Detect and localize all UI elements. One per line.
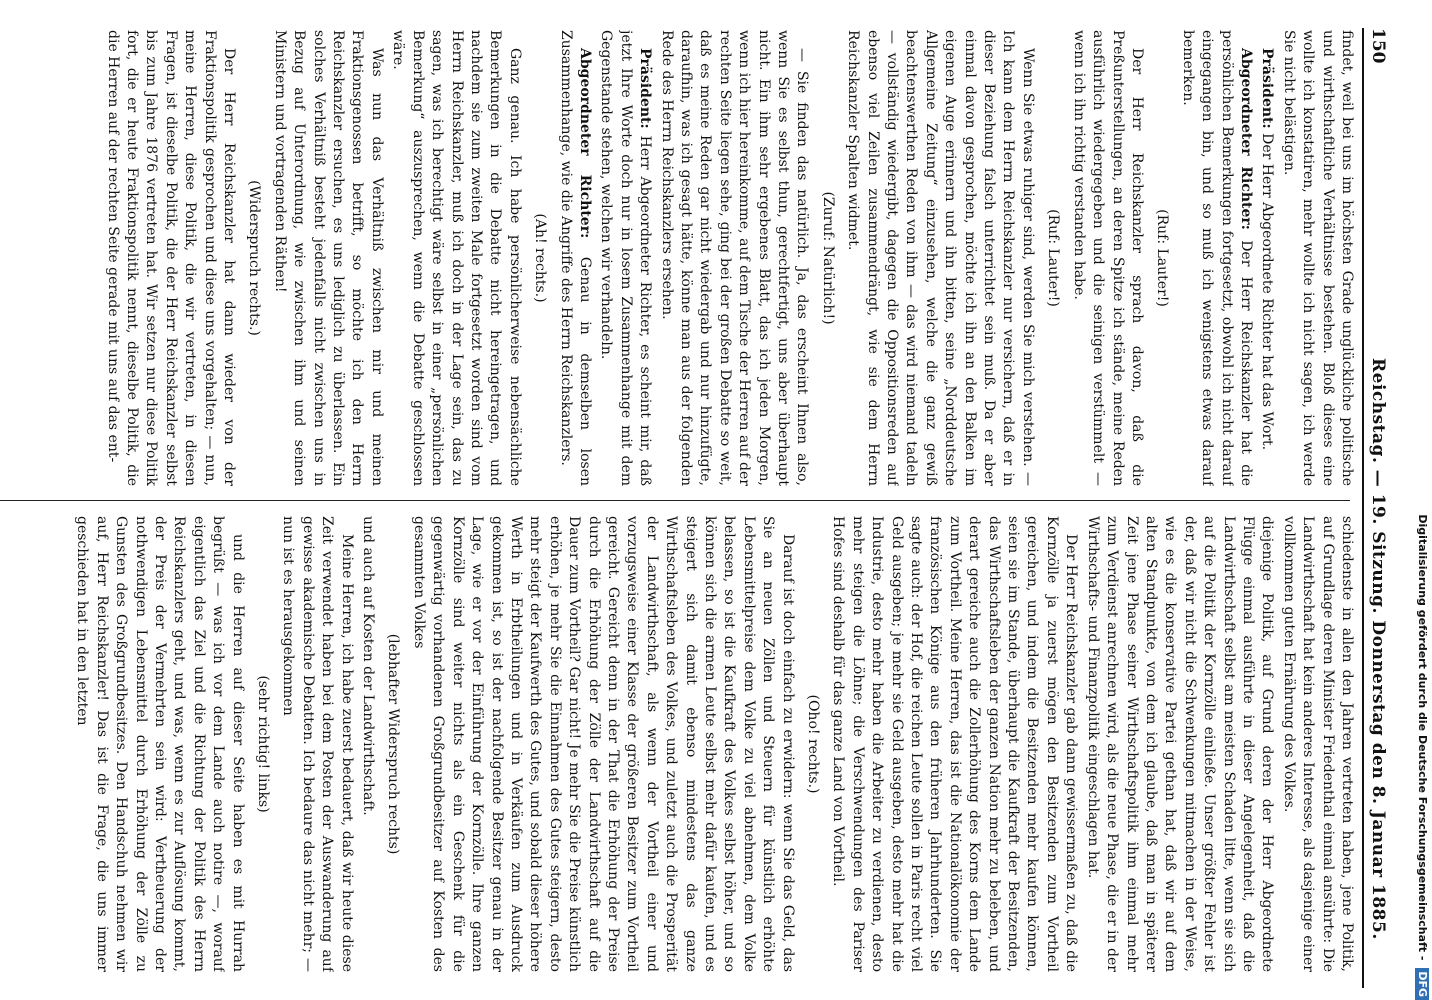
- paragraph-text: und die Herren auf dieser Seite haben es mit Hurrah begrüßt — was ich vor dem Lande auch notire —, worauf eigentlich das Ziel und die Richtung der Politik des Herrn Reichskanzlers geht, und was, wenn es zur Auflösung kommt, der Preis der Vermehrten sein wird: Vertheuerung der nothwendigen Lebensmittel durch Erhöhung der Zölle zu Gunsten des Großgrundbesitzes. Den Handschuh nehmen wir auf, Herr Reichskanzler! Das ist die Frage, die uns immer geschieden hat in den letzten: [74, 516, 246, 972]
- paragraph: [409, 516, 797, 972]
- session-title: Reichstag. — 19. Sitzung. Donnerstag den 8. Januar 1885.: [1368, 358, 1388, 940]
- paragraph-text: (Ruf: Lauter!): [1154, 209, 1171, 307]
- paragraph-text: Der Herr Abgeordnete Richter hat das Wort.: [1259, 133, 1276, 451]
- paragraph: [555, 30, 594, 486]
- paragraph-text: und auch auf Kosten der Landwirthschaft.: [360, 516, 377, 816]
- footer-strip: [1412, 0, 1432, 1000]
- speaker-name: Präsident:: [637, 48, 654, 129]
- interjection: [1043, 30, 1062, 486]
- paragraph-text: Der Herr Reichskanzler sprach davon, daß die Preßunterstellungen, an deren Spitze ich stände, meine Reden ausführlich wiedergegeben und die seinigen verstümmelt — wenn ich ihn richtig verstanden habe.: [1070, 30, 1145, 486]
- interjection: [383, 516, 402, 972]
- speaker-name: Präsident:: [1259, 48, 1276, 129]
- paragraph-text: (sehr richtig! links): [255, 675, 272, 813]
- page-header: [1362, 28, 1392, 988]
- paragraph: [72, 516, 247, 972]
- paragraph-text: Darauf ist doch einfach zu erwidern: wenn Sie das Geld, das Sie an neuen Zöllen und Steuern für künstlich erhöhte Lebensmittelpreise dem Volke zu viel abnehmen, dem Volke belassen, so ist die Kaufkraft des Volkes selbst höher, und so können sich die armen Leute selbst mehr dafür kaufen, und es steigert sich damit ebenso mindestens das ganze Wirthschaftsleben des Volkes, und zuletzt auch die Prosperität der Landwirthschaft, als wenn der Vortheil einer und vorzugsweise einer Klasse der größeren Besitzer zum Vortheil gereicht. Gereicht denn in der That die Erhöhung der Preise durch die Erhöhung der Zölle der Landwirthschaft auf die Dauer zum Vortheil? Gar nicht! Je mehr Sie die Preise künstlich erhöhen, je mehr Sie die Einnahmen des Gutes steigern, desto mehr steigt der Kaufwerth des Gutes, und sobald dieser höhere Werth in Erbtheilungen und in Verkäufen zum Ausdruck gekommen ist, so ist der nachfolgende Besitzer genau in der Lage, wie er vor der Einführung der Kornzölle. Ihre ganzen Kornzölle sind weiter nichts als ein Geschenk für die gegenwärtig vorhandenen Großgrundbesitzer auf Kosten des gesammten Volkes: [410, 516, 796, 972]
- paragraph: [102, 30, 238, 486]
- paragraph: [828, 516, 1080, 972]
- interjection: [1152, 30, 1171, 486]
- interjection: [253, 516, 272, 972]
- paragraph-text: (Ah! rechts.): [532, 213, 549, 303]
- paragraph-text: Der Herr Reichskanzler hat die persönlichen Bemerkungen fortgesetzt, obwohl ich nicht darauf eingegangen bin, und so muß ich wenigstens etwas darauf bemerken.: [1179, 30, 1254, 486]
- paragraph-text: (Zuruf: Natürlich!): [819, 191, 836, 325]
- paragraph-text: — Sie finden das natürlich. Ja, das erscheint Ihnen also, wenn Sie es selbst thun, gerechtfertigt, uns aber überhaupt nicht. Ein ihm sehr ergebenes Blatt, das ich jeden Morgen, wenn ich hier hereinkomme, auf dem Tische der Herren auf der rechten Seite liegen sehe, ging bei der großen Debatte so weit, daß es meine Reden gar nicht wiedergab und nur hinzufügte, daraufhin, was ich gesagt hätte, könne man aus der folgenden Rede des Herrn Reichskanzlers ersehen.: [658, 30, 811, 486]
- column-divider: [0, 500, 1350, 501]
- credit-text: Digitalisierung gefördert durch die Deutsche Forschungsgemeinschaft -: [1416, 514, 1429, 961]
- paragraph: [596, 30, 654, 486]
- paragraph-text: Meine Herren, ich habe zuerst bedauert, daß wir heute diese Zeit verwendet haben bei dem Posten der Auswanderung auf gewisse akademische Debatten. Ich bedaure das nicht mehr; — nun ist es herausgekommen: [280, 516, 355, 972]
- speaker-name: Abgeordneter Richter:: [576, 48, 593, 239]
- paragraph-text: findet, weil bei uns im höchsten Grade unglückliche politische und wirthschaftliche Verhältnisse bestehen. Bloß dieses eine wollte ich konstatiren, mehr wollte ich nicht sagen, ich werde Sie nicht belästigen.: [1280, 30, 1355, 486]
- speaker-name: Abgeordneter Richter:: [1237, 48, 1254, 230]
- paragraph-text: (Ruf: Lauter!): [1045, 209, 1062, 307]
- paragraph: [1082, 516, 1276, 972]
- paragraph: [656, 30, 811, 486]
- dfg-logo: DFG: [1415, 968, 1429, 1000]
- paragraph: [1278, 30, 1356, 486]
- paragraph: [1177, 30, 1255, 486]
- footer-credit: [1412, 0, 1432, 1000]
- paragraph-text: (Oho! rechts.): [805, 694, 822, 794]
- paragraph: [278, 516, 356, 972]
- paragraph: [1257, 30, 1276, 486]
- interjection: [530, 30, 549, 486]
- paragraph-text: Ganz genau. Ich habe persönlicherweise nebensächliche Bemerkungen in die Debatte nicht hereingetragen, und nachdem sie zum zweiten Male fortgesetzt worden sind vom Herrn Reichskanzler, muß ich doch in der Lage sein, das zu sagen, was ich berechtigt wäre selbst in einer „persönlichen Bemerkung“ auszusprechen, wenn die Debatte geschlossen wäre.: [390, 30, 523, 486]
- paragraph-text: diejenige Politik, auf Grund deren der Herr Abgeordnete Flügge einmal ausführte in dieser Angelegenheit, daß die Landwirthschaft selbst am meisten Schaden litte, wenn sie sich auf die Politik der Kornzölle einließe. Unser größter Fehler ist der, daß wir nicht die Schwenkungen mitmachen in der Weise, wie es die konservative Partei gethan hat, daß wir auf dem alten Standpunkte, von dem ich glaube, daß man in späterer Zeit jene Phase seiner Wirthschaftspolitik ihm einmal mehr zum Verdienst anrechnen wird, als die neue Phase, die er in der Wirthschafts- und Finanzpolitik eingeschlagen hat.: [1084, 516, 1276, 972]
- interjection: [244, 30, 263, 486]
- paragraph-text: Herr Abgeordneter Richter, es scheint mir, daß jetzt Ihre Worte doch nur in losem Zusammenhange mit dem Gegenstande stehen, welchen wir verhandeln.: [598, 30, 654, 486]
- right-column: [56, 516, 1356, 972]
- left-column: [56, 30, 1356, 486]
- paragraph-text: schiedenste in allen den Jahren vertreten haben, jene Politik, auf Grundlage deren Minister Friedenthal einmal ansührte: Die Landwirthschaft hat kein anderes Interesse, als dasjenige einer vollkommen guten Ernährung des Volkes.: [1280, 516, 1355, 972]
- page-number: 150: [1368, 28, 1388, 64]
- paragraph: [358, 516, 377, 972]
- paragraph-text: Genau in demselben losen Zusammenhange, wie die Angriffe des Herrn Reichskanzlers.: [557, 30, 593, 486]
- interjection: [817, 30, 836, 486]
- paragraph-text: (Widerspruch rechts.): [246, 180, 263, 336]
- paragraph-text: Der Herr Reichskanzler gab dann gewissermaßen zu, daß die Kornzölle ja zuerst mögen den Besitzenden zum Vortheil gereichen, und indem die Besitzenden mehr kaufen können, seien sie im Stande, überhaupt die Kaufkraft der Besitzenden, das Wirthschaftsleben der ganzen Nation mehr zu beleben, und derart gereiche auch die Zollerhöhung des Korns dem Lande zum Vortheil. Meine Herren, das ist die Nationalökonomie der französischen Könige aus den früheren Jahrhunderten. Sie sagte auch: der Hof, die reichen Leute sollen in Paris recht viel Geld ausgeben; je mehr sie Geld ausgeben, desto mehr hat die Industrie, desto mehr haben die Arbeiter zu verdienen, desto mehr steigen die Löhne; die Verschwendungen des Pariser Hofes sind deshalb für das ganze Land von Vortheil.: [830, 516, 1080, 972]
- paragraph: [843, 30, 1037, 486]
- paragraph-text: Wenn Sie etwas ruhiger sind, werden Sie mich verstehen. — Ich kann dem Herrn Reichskanzler nur versichern, daß er in dieser Beziehung falsch unterrichtet sein muß. Da er aber einmal davon gesprochen, möchte ich ihn an den Balken im eigenen Auge erinnern und ihn bitten, seine „Norddeutsche Allgemeine Zeitung“ einzusehen, welche die ganz gewiß beachtenswerthen Reden von ihm — das wird niemand tadeln — vollständig wiedergibt, dagegen die Oppositionsreden auf ebenso viel Zeilen zusammendrängt, wie sie dem Herrn Reichskanzler Spalten widmet.: [845, 30, 1036, 486]
- paragraph: [1068, 30, 1146, 486]
- paragraph-text: Der Herr Reichskanzler hat dann wieder von der Fraktionspolitik gesprochen und diese uns vorgehalten; — nun, meine Herren, diese Politik, die wir vertreten, in diesen Fragen, ist dieselbe Politik, die der Herr Reichskanzler selbst bis zum Jahre 1876 vertreten hat. Wir setzen nur diese Politik fort, die er heute Fraktionspolitik nennt, dieselbe Politik, die die Herren auf der rechten Seite gerade mit uns auf das ent-: [104, 30, 238, 486]
- paragraph-text: (lebhafter Widerspruch rechts): [385, 633, 402, 855]
- paragraph-text: Was nun das Verhältniß zwischen mir und meinen Fraktionsgenossen betrifft, so möchte ich den Herrn Reichskanzler ersuchen, es uns lediglich zu überlassen. Ein solches Verhältniß besteht jedenfalls nicht zwischen uns in Bezug auf Unterordnung, wie zwischen ihm und seinen Ministern und vortragenden Räthen!: [271, 30, 385, 486]
- paragraph: [388, 30, 524, 486]
- interjection: [803, 516, 822, 972]
- paragraph: [1278, 516, 1356, 972]
- paragraph: [269, 30, 385, 486]
